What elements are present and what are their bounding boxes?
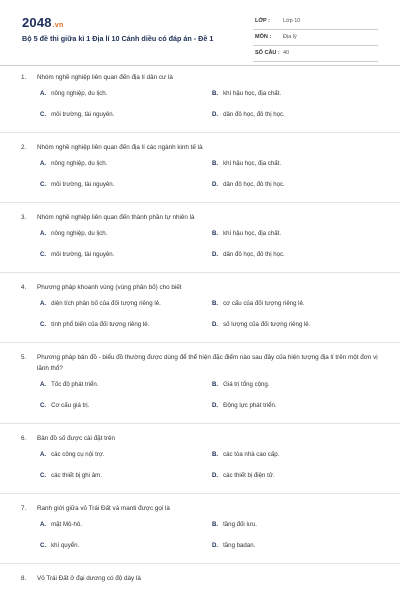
option-text: nông nghiệp, du lịch.: [51, 230, 108, 237]
answer-option[interactable]: [40, 402, 89, 409]
answer-option[interactable]: [212, 321, 310, 328]
option-text: khí hậu học, địa chất.: [223, 230, 282, 237]
option-letter: B.: [212, 160, 219, 167]
option-row: [0, 293, 400, 314]
answer-option[interactable]: [40, 451, 105, 458]
option-text: môi trường, tài nguyên.: [51, 111, 115, 118]
option-text: tầng đối lưu.: [223, 521, 257, 528]
answer-options: [0, 293, 400, 335]
option-text: dân đô học, đô thị học.: [223, 181, 285, 188]
question-item: [0, 212, 400, 273]
answer-option[interactable]: [40, 230, 107, 237]
option-letter: D.: [212, 402, 219, 409]
answer-option[interactable]: [212, 381, 270, 388]
question-prompt: Phương pháp khoanh vùng (vùng phân bố) cho biết: [37, 284, 182, 291]
option-letter: D.: [212, 251, 219, 258]
question-text: [0, 573, 400, 584]
option-text: nông nghiệp, du lịch.: [51, 160, 108, 167]
question-separator: [0, 342, 400, 343]
answer-options: [0, 514, 400, 556]
answer-option[interactable]: [40, 381, 99, 388]
question-text: [0, 282, 400, 293]
question-text: [0, 352, 400, 374]
option-text: môi trường, tài nguyên.: [51, 181, 115, 188]
option-text: khí quyển.: [51, 542, 80, 549]
option-letter: D.: [212, 111, 219, 118]
answer-option[interactable]: [212, 90, 281, 97]
option-letter: A.: [40, 451, 47, 458]
option-letter: D.: [212, 542, 219, 549]
answer-options: [0, 223, 400, 265]
logo-suffix: .vn: [52, 22, 64, 29]
option-row: [0, 514, 400, 535]
option-text: số lượng của đối tượng riêng lẻ.: [223, 321, 311, 328]
question-number: 8.: [21, 575, 27, 582]
meta-value: 40: [283, 50, 290, 56]
option-text: cơ cấu của đối tượng riêng lẻ.: [223, 300, 305, 307]
option-text: các thiết bị điện tử.: [223, 472, 275, 479]
option-letter: D.: [212, 181, 219, 188]
option-text: Tốc độ phát triển.: [51, 381, 99, 388]
answer-option[interactable]: [40, 472, 102, 479]
option-text: nông nghiệp, du lịch.: [51, 90, 108, 97]
option-text: tính phổ biến của đối tượng riêng lẻ.: [51, 321, 150, 328]
meta-key: LỚP :: [255, 18, 270, 24]
meta-row-class: [253, 14, 378, 30]
question-prompt: Nhóm nghề nghiệp liên quan đến thành phần tự nhiên là: [37, 214, 195, 221]
meta-row-subject: [253, 30, 378, 46]
question-prompt: Nhóm nghề nghiệp liên quan đến địa lí các ngành kinh tế là: [37, 144, 203, 151]
question-text: [0, 212, 400, 223]
page-title: Bộ 5 đề thi giữa kì 1 Địa lí 10 Cánh diều có đáp án - Đề 1: [22, 34, 214, 43]
option-row: [0, 104, 400, 125]
question-number: 7.: [21, 505, 27, 512]
answer-option[interactable]: [40, 321, 149, 328]
option-letter: C.: [40, 472, 47, 479]
option-row: [0, 535, 400, 556]
option-text: Cơ cấu giá trị.: [51, 402, 90, 409]
answer-option[interactable]: [40, 90, 107, 97]
option-letter: C.: [40, 402, 47, 409]
question-item: [0, 433, 400, 494]
option-letter: B.: [212, 230, 219, 237]
option-text: diện tích phân bố của đối tượng riêng lẻ.: [51, 300, 161, 307]
question-text: [0, 503, 400, 514]
answer-option[interactable]: [212, 402, 277, 409]
question-number: 2.: [21, 144, 27, 151]
answer-options: [0, 153, 400, 195]
answer-option[interactable]: [40, 111, 114, 118]
answer-option[interactable]: [212, 181, 285, 188]
question-text: [0, 142, 400, 153]
option-letter: C.: [40, 181, 47, 188]
option-letter: B.: [212, 300, 219, 307]
option-letter: B.: [212, 90, 219, 97]
question-item: [0, 282, 400, 343]
header-divider: [0, 65, 400, 66]
option-text: dân đô học, đô thị học.: [223, 111, 285, 118]
logo-number: 2048: [22, 15, 52, 30]
option-row: [0, 465, 400, 486]
option-text: dân đô học, đô thị học.: [223, 251, 285, 258]
answer-option[interactable]: [212, 111, 285, 118]
option-letter: C.: [40, 111, 47, 118]
option-text: khí hậu học, địa chất.: [223, 90, 282, 97]
question-number: 5.: [21, 354, 27, 361]
document-header: [0, 0, 400, 64]
question-item: [0, 142, 400, 203]
option-text: khí hậu học, địa chất.: [223, 160, 282, 167]
option-text: Động lực phát triển.: [223, 402, 277, 409]
question-item: [0, 72, 400, 133]
option-row: [0, 244, 400, 265]
option-row: [0, 174, 400, 195]
option-letter: A.: [40, 160, 47, 167]
question-separator: [0, 563, 400, 564]
option-text: các công cụ nội trợ.: [51, 451, 105, 458]
answer-option[interactable]: [212, 542, 255, 549]
question-prompt: Ranh giới giữa vỏ Trái Đất và manti được gọi là: [37, 505, 170, 512]
option-letter: A.: [40, 90, 47, 97]
option-row: [0, 223, 400, 244]
question-separator: [0, 272, 400, 273]
question-text: [0, 72, 400, 83]
answer-option[interactable]: [40, 160, 107, 167]
answer-option[interactable]: [212, 521, 257, 528]
question-number: 6.: [21, 435, 27, 442]
meta-table: [253, 14, 378, 62]
option-letter: D.: [212, 472, 219, 479]
answer-option[interactable]: [40, 521, 82, 528]
answer-options: [0, 374, 400, 416]
question-number: 4.: [21, 284, 27, 291]
option-text: các tòa nhà cao cấp.: [223, 451, 280, 458]
question-item: [0, 352, 400, 424]
answer-option[interactable]: [212, 230, 281, 237]
option-row: [0, 444, 400, 465]
site-logo[interactable]: [22, 15, 63, 30]
meta-value: Lớp 10: [283, 18, 301, 24]
option-row: [0, 395, 400, 416]
option-row: [0, 314, 400, 335]
question-prompt: Bản đồ số được cài đặt trên: [37, 435, 116, 442]
option-letter: A.: [40, 300, 47, 307]
meta-key: SỐ CÂU :: [255, 50, 280, 56]
option-letter: B.: [212, 521, 219, 528]
question-separator: [0, 493, 400, 494]
option-letter: A.: [40, 381, 47, 388]
option-letter: A.: [40, 230, 47, 237]
option-letter: C.: [40, 321, 47, 328]
option-row: [0, 83, 400, 104]
question-prompt: Nhóm nghề nghiệp liên quan đến địa lí dân cư là: [37, 74, 173, 81]
question-text: [0, 433, 400, 444]
option-text: các thiết bị ghi âm.: [51, 472, 102, 479]
answer-option[interactable]: [40, 300, 161, 307]
option-letter: B.: [212, 381, 219, 388]
question-separator: [0, 202, 400, 203]
answer-options: [0, 444, 400, 486]
option-letter: D.: [212, 321, 219, 328]
option-row: [0, 374, 400, 395]
option-text: mặt Mô-hô.: [51, 521, 82, 528]
answer-option[interactable]: [212, 300, 305, 307]
question-item: [0, 503, 400, 564]
meta-key: MÔN :: [255, 34, 272, 40]
question-prompt: Vỏ Trái Đất ở đại dương có độ dày là: [37, 575, 141, 582]
question-separator: [0, 423, 400, 424]
answer-option[interactable]: [40, 181, 114, 188]
question-number: 1.: [21, 74, 27, 81]
answer-options: [0, 83, 400, 125]
option-row: [0, 153, 400, 174]
question-item: [0, 573, 400, 584]
option-text: Giá trị tổng cộng.: [223, 381, 270, 388]
option-letter: C.: [40, 251, 47, 258]
answer-option[interactable]: [40, 542, 79, 549]
meta-row-count: [253, 46, 378, 62]
option-text: tầng badan.: [223, 542, 256, 549]
meta-value: Địa lý: [283, 34, 297, 40]
option-letter: B.: [212, 451, 219, 458]
answer-option[interactable]: [212, 472, 275, 479]
question-list: [0, 72, 400, 584]
answer-option[interactable]: [40, 251, 114, 258]
question-prompt: Phương pháp bản đồ - biểu đồ thường được dùng để thể hiện đặc điểm nào sau đây của hiện tượng địa lí trên một đơn vị lãnh thổ?: [37, 354, 378, 372]
option-letter: A.: [40, 521, 47, 528]
question-number: 3.: [21, 214, 27, 221]
answer-option[interactable]: [212, 251, 285, 258]
option-letter: C.: [40, 542, 47, 549]
answer-option[interactable]: [212, 160, 281, 167]
option-text: môi trường, tài nguyên.: [51, 251, 115, 258]
question-separator: [0, 132, 400, 133]
answer-option[interactable]: [212, 451, 279, 458]
